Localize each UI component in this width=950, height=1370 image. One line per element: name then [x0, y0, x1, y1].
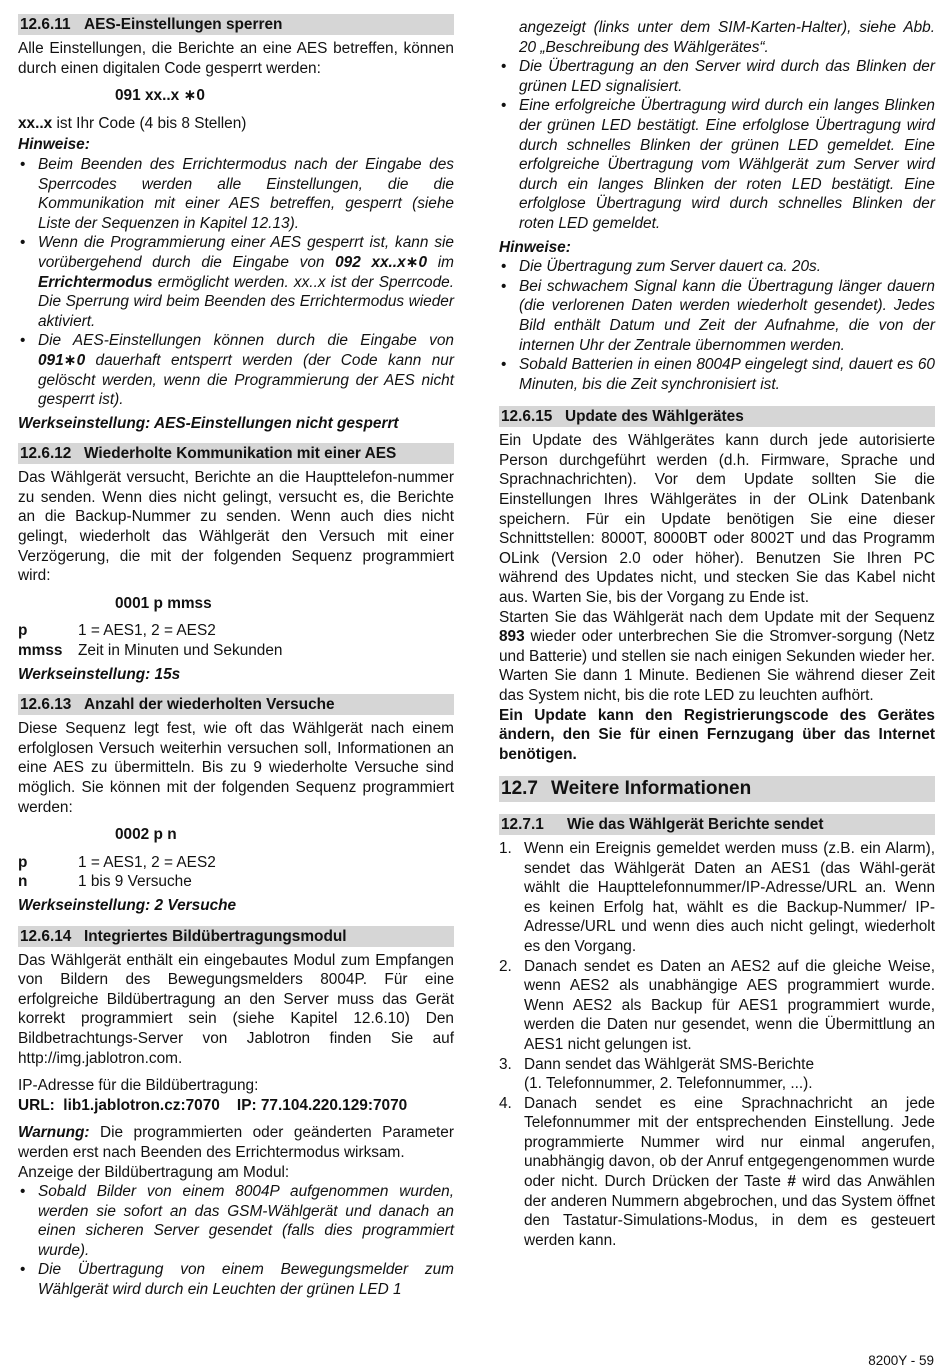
section-heading-12-6-12: 12.6.12 Wiederholte Kommunikation mit einer AES	[18, 443, 454, 464]
list-item: 1. Wenn ein Ereignis gemeldet werden muss (z.B. ein Alarm), sendet das Wählgerät Daten an AES1 (das Wähl-gerät wählt die Haupttelefonnummer/IP-Adresse/URL an. Wenn es keinen Erfolg hat, wählt es die Backup-Nummer/ IP-Adresse/URL und wenn dies auch nicht gelingt, wiederholt es den Vorgang.	[499, 839, 935, 955]
factory-setting: Werkseinstellung: AES-Einstellungen nicht gesperrt	[18, 414, 399, 432]
section-heading-12-7-1: 12.7.1 Wie das Wählgerät Berichte sendet	[499, 814, 935, 835]
section-heading-12-6-15: 12.6.15 Update des Wählgerätes	[499, 406, 935, 427]
code-sequence: 0001 p mmss	[115, 594, 212, 612]
ip-address-line: URL: lib1.jablotron.cz:7070 IP: 77.104.220.129:7070	[18, 1096, 408, 1114]
paragraph: Alle Einstellungen, die Berichte an eine AES betreffen, können durch einen digitalen Code gesperrt werden:	[18, 40, 454, 77]
section-heading-12-7: 12.7 Weitere Informationen	[499, 776, 935, 802]
list-item: • Die AES-Einstellungen können durch die Eingabe von 091∗0 dauerhaft entsperrt werden (der Code kann nur gelöscht werden, wenn die Programmierung der AES nicht gesperrt ist).	[18, 331, 454, 409]
numbered-list	[499, 839, 935, 1250]
list-item: • Die Übertragung von einem Bewegungsmelder zum Wählgerät wird durch ein Leuchten der grünen LED 1	[18, 1260, 454, 1299]
hint-list	[18, 155, 454, 410]
definition-row: mmss Zeit in Minuten und Sekunden	[18, 642, 283, 660]
section-heading-12-6-13: 12.6.13 Anzahl der wiederholten Versuche	[18, 694, 454, 715]
paragraph: Ein Update des Wählgerätes kann durch jede autorisierte Person durchgeführt werden (d.h. Firmware, Sprache und Sprachnachrichten). Vor dem Update sollten Sie die Einstellungen Ihres Wählgerätes in der OLink Datenbank speichern. Für ein Update benötigen Sie eine dieser Schnittstellen: 8000T, 8000BT oder 8002T und das Programm OLink (Version 2.0 oder höher). Benutzen Sie Ihren PC während des Updates nicht, und stecken Sie das Kabel nicht aus. Warten Sie, bis der Vorgang zu Ende ist.	[499, 432, 935, 607]
hint-label: Hinweise:	[499, 238, 571, 256]
important-note: Ein Update kann den Registrierungscode des Gerätes ändern, den Sie für einen Fernzugang über das Internet benötigen.	[499, 706, 935, 763]
definition-row: p 1 = AES1, 2 = AES2	[18, 853, 216, 871]
paragraph: Diese Sequenz legt fest, wie oft das Wählgerät nach einem erfolglosen Versuch weiterhin versuchen soll, Informationen an eine AES zu übermitteln. Bis zu 9 wiederholte Versuche sind möglich. Sie können mit der folgenden Sequenz programmiert werden:	[18, 720, 454, 816]
warning-paragraph: Warnung: Die programmierten oder geänderten Parameter werden erst nach Beenden des Errichtermodus wirksam.	[18, 1124, 454, 1161]
paragraph: Das Wählgerät enthält ein eingebautes Modul zum Empfangen von Bildern des Bewegungsmelders 8004P. Für eine erfolgreiche Bildübertragung an den Server muss das Gerät korrekt programmiert sein (siehe Kapitel 12.6.10) Den Bildbetrachtungs-Server von Jablotron finden Sie auf http://img.jablotron.com.	[18, 951, 454, 1067]
factory-setting: Werkseinstellung: 2 Versuche	[18, 896, 237, 914]
paragraph: Das Wählgerät versucht, Berichte an die Haupttelefon-nummer zu senden. Wenn dies nicht gelingt, versucht es, die Berichte an die Backup-Nummer zu senden. Wenn auch dies nicht gelingt, wiederholt das Wählgerät den Versuch mit einer Verzögerung, die mit der folgenden Sequenz programmiert wird:	[18, 469, 454, 585]
bullet-list	[499, 57, 935, 233]
list-item: • Eine erfolgreiche Übertragung wird durch ein langes Blinken der grünen LED bestätigt. Eine erfolglose Übertragung wird durch schnelles Blinken der grünen LED gemeldet. Eine erfolgreiche Übertragung vom Wählgerät zum Server wird durch ein langes Blinken der roten LED bestätigt. Eine erfolglose Übertragung wird durch schnelles Blinken der roten LED gemeldet.	[499, 96, 935, 233]
list-item: • Die Übertragung an den Server wird durch das Blinken der grünen LED signalisiert.	[499, 57, 935, 96]
hint-label: Hinweise:	[18, 136, 90, 154]
list-item: • Sobald Bilder von einem 8004P aufgenommen wurden, werden sie sofort an das GSM-Wählgerät und danach an einen sicheren Server gesendet (falls dies programmiert wurde).	[18, 1182, 454, 1260]
section-heading-12-6-11: 12.6.11 AES-Einstellungen sperren	[18, 14, 454, 35]
left-column	[18, 14, 454, 1300]
list-item: • Wenn die Programmierung einer AES gesperrt ist, kann sie vorübergehend durch die Eingabe von 092 xx..x∗0 im Errichtermodus ermöglicht werden. xx..x ist der Sperrcode. Die Sperrung wird beim Beenden des Errichtermodus wieder aktiviert.	[18, 233, 454, 331]
definition-row: n 1 bis 9 Versuche	[18, 873, 192, 891]
right-column	[499, 18, 935, 1250]
factory-setting: Werkseinstellung: 15s	[18, 665, 181, 683]
list-item: 2. Danach sendet es Daten an AES2 auf die gleiche Weise, wenn AES2 als unabhängige AES programmiert wurde. Wenn AES2 als Backup für AES1 programmiert wurde, werden die Daten nur gesendet, wenn die Übermittlung an AES1 nicht gelungen ist.	[499, 957, 935, 1053]
bullet-list	[18, 1182, 454, 1300]
code-explanation: xx..x ist Ihr Code (4 bis 8 Stellen)	[18, 114, 247, 132]
definition-row: p 1 = AES1, 2 = AES2	[18, 622, 216, 640]
code-sequence: 0002 p n	[115, 826, 177, 844]
display-label: Anzeige der Bildübertragung am Modul:	[18, 1163, 290, 1181]
ip-label: IP-Adresse für die Bildübertragung:	[18, 1077, 259, 1095]
section-heading-12-6-14: 12.6.14 Integriertes Bildübertragungsmodul	[18, 926, 454, 947]
continued-text: angezeigt (links unter dem SIM-Karten-Halter), siehe Abb. 20 „Beschreibung des Wählgerätes“.	[519, 19, 935, 56]
hint-list	[499, 257, 935, 394]
list-item: • Die Übertragung zum Server dauert ca. 20s.	[499, 257, 935, 277]
code-sequence: 091 xx..x ∗0	[115, 87, 205, 105]
list-item: 3. Dann sendet das Wählgerät SMS-Berichte (1. Telefonnummer, 2. Telefonnummer, ...).	[499, 1055, 815, 1093]
list-item: • Bei schwachem Signal kann die Übertragung länger dauern (die verlorenen Daten werden wiederholt gesendet). Jedes Bild enthält Datum und Zeit der Aufnahme, die von der internen Uhr der Zentrale übernommen werden.	[499, 277, 935, 355]
paragraph: Starten Sie das Wählgerät nach dem Update mit der Sequenz 893 wieder oder unterbrechen Sie die Stromver-sorgung (Netz und Batterie) und stellen sie nach einigen Sekunden wieder her. Warten Sie dann 1 Minute. Bedienen Sie während dieser Zeit das System nicht, bis die rote LED zu leuchten aufhört.	[499, 608, 935, 704]
list-item: 4. Danach sendet es eine Sprachnachricht an jede Telefonnummer mit der entsprechenden Einstellung. Jede programmierte Nummer wird nur einmal angerufen, unabhängig davon, ob der Anruf entgegengenommen wurde oder nicht. Durch Drücken der Taste # wird das Anwählen der anderen Nummern abgebrochen, und das System öffnet den Tastatur-Simulations-Modus, in dem es gesteuert werden kann.	[499, 1094, 935, 1249]
list-item: • Sobald Batterien in einen 8004P eingelegt sind, dauert es 60 Minuten, bis die Zeit synchronisiert ist.	[499, 355, 935, 394]
list-item: • Beim Beenden des Errichtermodus nach der Eingabe des Sperrcodes werden alle Einstellungen, die die Kommunikation mit einer AES betreffen, gesperrt (siehe Liste der Sequenzen in Kapitel 12.13).	[18, 155, 454, 233]
page-footer: 8200Y - 59	[868, 1353, 934, 1368]
